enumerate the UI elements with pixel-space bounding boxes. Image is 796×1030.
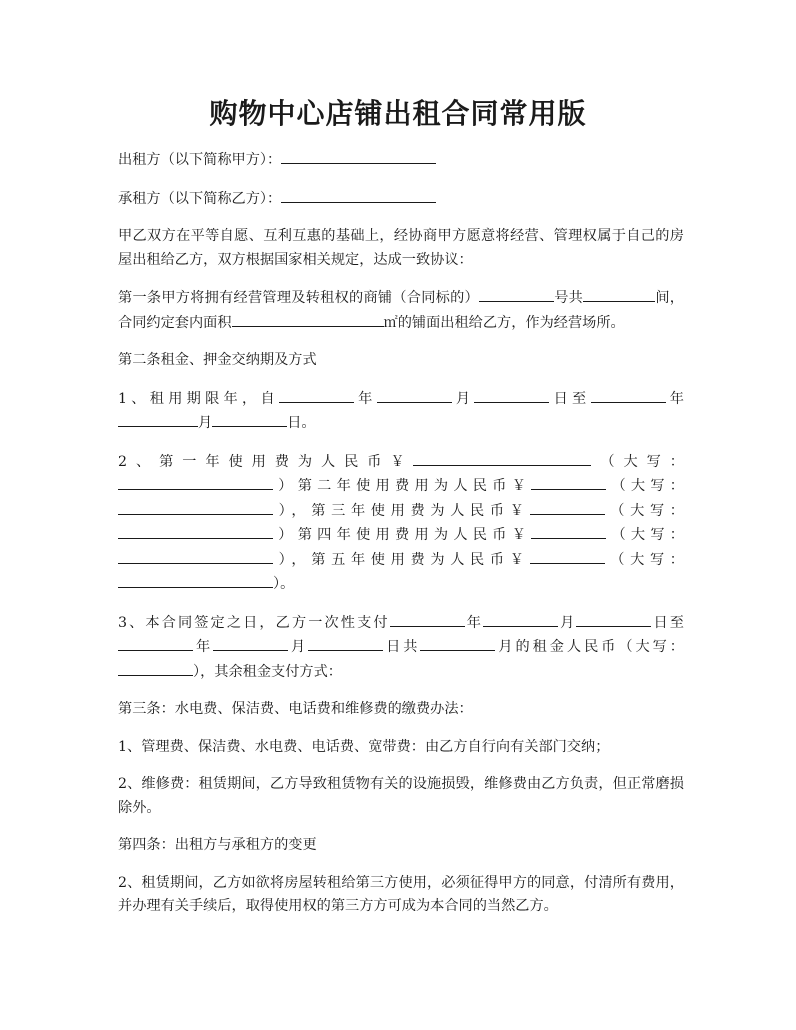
lessor-blank [281, 148, 436, 164]
article-2-heading: 第二条租金、押金交纳期及方式 [118, 352, 317, 368]
document-title: 购物中心店铺出租合同常用版 [209, 97, 587, 130]
unit-count-blank [583, 286, 655, 302]
article-1: 第一条甲方将拥有经营管理及转租权的商铺（合同标的） 号共 间，合同约定套内面积 ㎡的铺面出租给乙方，作为经营场所。 [118, 286, 684, 335]
lessor-line: 出租方（以下简称甲方）： [118, 148, 684, 173]
article-3-item-1: 1、管理费、保洁费、水电费、电话费、宽带费：由乙方自行向有关部门交纳； [118, 738, 610, 755]
shop-number-blank [479, 286, 554, 302]
article-2-item-2: 2、第一年使用费为人民币￥ （大写：）第二年使用费用为人民币￥ （大写：），第三年使用费为人民币￥ （大写：）第四年使用费用为人民币￥ （大写：），第五年使用费为人民币￥ （大写：）。 [118, 450, 684, 597]
article-4-item-2: 2、租赁期间，乙方如欲将房屋转租给第三方使用，必须征得甲方的同意，付清所有费用，并办理有关手续后，取得使用权的第三方方可成为本合同的当然乙方。 [118, 874, 684, 914]
article-3-heading: 第三条：水电费、保洁费、电话费和维修费的缴费办法： [118, 701, 473, 717]
lessee-blank [281, 187, 436, 203]
article-3-item-2: 2、维修费：租赁期间，乙方导致租赁物有关的设施损毁，维修费由乙方负责，但正常磨损除外。 [118, 776, 684, 816]
article-4-heading: 第四条：出租方与承租方的变更 [118, 837, 317, 853]
intro-paragraph: 甲乙双方在平等自愿、互利互惠的基础上，经协商甲方愿意将经营、管理权属于自己的房屋出租给乙方，双方根据国家相关规定，达成一致协议： [118, 228, 684, 268]
area-blank [232, 311, 384, 327]
contract-body [118, 148, 684, 933]
article-2-item-3: 3、本合同签定之日，乙方一次性支付 年 月 日至年 月 日共 月的租金人民币（大写：），其余租金支付方式： [118, 611, 684, 685]
article-2-item-1: 1、租用期限年，自 年 月 日至 年月 日。 [118, 387, 684, 436]
lessee-line: 承租方（以下简称乙方）： [118, 187, 684, 212]
